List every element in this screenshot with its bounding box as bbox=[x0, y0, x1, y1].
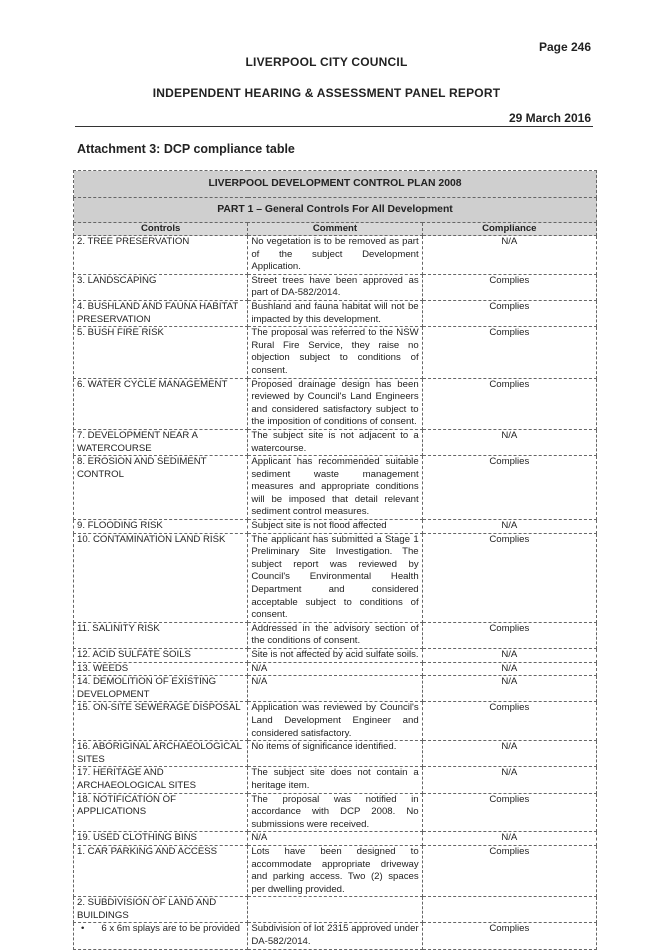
comment-cell bbox=[248, 897, 422, 923]
comment-cell: Subdivision of lot 2315 approved under DA-582/2014. bbox=[248, 923, 422, 949]
compliance-cell: N/A bbox=[422, 662, 596, 676]
table-row bbox=[74, 923, 597, 949]
comment-cell: Applicant has recommended suitable sediment waste management measures and appropriate conditions will be imposed that detail relevant sediment control measures. bbox=[248, 456, 422, 520]
compliance-cell: Complies bbox=[422, 923, 596, 949]
control-cell bbox=[74, 923, 248, 949]
control-cell: 10. CONTAMINATION LAND RISK bbox=[74, 533, 248, 622]
dcp-compliance-table bbox=[73, 170, 597, 950]
compliance-cell: N/A bbox=[422, 767, 596, 793]
compliance-cell: N/A bbox=[422, 676, 596, 702]
table-row bbox=[74, 520, 597, 534]
control-cell: 11. SALINITY RISK bbox=[74, 622, 248, 648]
bullet-marker: • bbox=[81, 923, 85, 935]
comment-cell: N/A bbox=[248, 832, 422, 846]
comment-cell: N/A bbox=[248, 676, 422, 702]
header-divider bbox=[75, 126, 593, 127]
table-row bbox=[74, 327, 597, 378]
control-text: 6 x 6m splays are to be provided bbox=[101, 923, 240, 935]
column-header-comment: Comment bbox=[248, 223, 422, 236]
compliance-cell: Complies bbox=[422, 274, 596, 300]
compliance-cell: N/A bbox=[422, 236, 596, 275]
compliance-cell: Complies bbox=[422, 702, 596, 741]
table-row bbox=[74, 793, 597, 832]
table-row bbox=[74, 300, 597, 326]
compliance-cell: Complies bbox=[422, 378, 596, 429]
control-cell: 8. EROSION AND SEDIMENT CONTROL bbox=[74, 456, 248, 520]
comment-cell: The proposal was referred to the NSW Rural Fire Service, they raise no objection subject to conditions of consent. bbox=[248, 327, 422, 378]
table-row bbox=[74, 622, 597, 648]
table-row bbox=[74, 845, 597, 896]
table-banner-row bbox=[74, 198, 597, 223]
comment-cell: Street trees have been approved as part of DA-582/2014. bbox=[248, 274, 422, 300]
control-cell: 9. FLOODING RISK bbox=[74, 520, 248, 534]
control-cell: 2. SUBDIVISION OF LAND AND BUILDINGS bbox=[74, 897, 248, 923]
page-number: Page 246 bbox=[538, 40, 591, 54]
control-cell: 2. TREE PRESERVATION bbox=[74, 236, 248, 275]
table-row bbox=[74, 741, 597, 767]
control-cell: 4. BUSHLAND AND FAUNA HABITAT PRESERVATION bbox=[74, 300, 248, 326]
control-cell: 18. NOTIFICATION OF APPLICATIONS bbox=[74, 793, 248, 832]
table-row bbox=[74, 649, 597, 663]
comment-cell: The applicant has submitted a Stage 1 Preliminary Site Investigation. The subject report was reviewed by Council's Environmental Health Department and considered acceptable subject to conditions of consent. bbox=[248, 533, 422, 622]
council-name: LIVERPOOL CITY COUNCIL bbox=[245, 55, 408, 69]
compliance-cell: Complies bbox=[422, 456, 596, 520]
column-header-controls: Controls bbox=[74, 223, 248, 236]
control-cell: 6. WATER CYCLE MANAGEMENT bbox=[74, 378, 248, 429]
report-title: INDEPENDENT HEARING & ASSESSMENT PANEL REPORT bbox=[152, 86, 501, 100]
control-cell: 3. LANDSCAPING bbox=[74, 274, 248, 300]
control-cell: 1. CAR PARKING AND ACCESS bbox=[74, 845, 248, 896]
table-row bbox=[74, 378, 597, 429]
comment-cell: Application was reviewed by Council's Land Development Engineer and considered satisfactory. bbox=[248, 702, 422, 741]
control-cell: 15. ON-SITE SEWERAGE DISPOSAL bbox=[74, 702, 248, 741]
comment-cell: Addressed in the advisory section of the conditions of consent. bbox=[248, 622, 422, 648]
compliance-cell: Complies bbox=[422, 845, 596, 896]
compliance-cell: Complies bbox=[422, 327, 596, 378]
comment-cell: Lots have been designed to accommodate appropriate driveway and parking access. Two (2) spaces per dwelling provided. bbox=[248, 845, 422, 896]
compliance-cell: N/A bbox=[422, 741, 596, 767]
table-row bbox=[74, 662, 597, 676]
table-banner-row bbox=[74, 171, 597, 198]
table-header-row bbox=[74, 223, 597, 236]
comment-cell: No items of significance identified. bbox=[248, 741, 422, 767]
control-cell: 19. USED CLOTHING BINS bbox=[74, 832, 248, 846]
table-row bbox=[74, 456, 597, 520]
comment-cell: Proposed drainage design has been reviewed by Council's Land Engineers and considered satisfactory subject to the imposition of conditions of consent. bbox=[248, 378, 422, 429]
report-date: 29 March 2016 bbox=[508, 111, 591, 125]
column-header-compliance: Compliance bbox=[422, 223, 596, 236]
table-row bbox=[74, 702, 597, 741]
table-row bbox=[74, 897, 597, 923]
table-row bbox=[74, 236, 597, 275]
compliance-cell: N/A bbox=[422, 520, 596, 534]
control-cell: 14. DEMOLITION OF EXISTING DEVELOPMENT bbox=[74, 676, 248, 702]
compliance-cell: N/A bbox=[422, 649, 596, 663]
control-cell: 17. HERITAGE AND ARCHAEOLOGICAL SITES bbox=[74, 767, 248, 793]
control-cell: 7. DEVELOPMENT NEAR A WATERCOURSE bbox=[74, 429, 248, 455]
comment-cell: The subject site is not adjacent to a watercourse. bbox=[248, 429, 422, 455]
comment-cell: Bushland and fauna habitat will not be impacted by this development. bbox=[248, 300, 422, 326]
compliance-cell: Complies bbox=[422, 533, 596, 622]
attachment-title: Attachment 3: DCP compliance table bbox=[77, 142, 295, 156]
compliance-cell: Complies bbox=[422, 622, 596, 648]
compliance-cell: N/A bbox=[422, 832, 596, 846]
comment-cell: Site is not affected by acid sulfate soils. bbox=[248, 649, 422, 663]
compliance-cell: Complies bbox=[422, 300, 596, 326]
compliance-cell bbox=[422, 897, 596, 923]
compliance-cell: Complies bbox=[422, 793, 596, 832]
table-row bbox=[74, 676, 597, 702]
control-cell: 13. WEEDS bbox=[74, 662, 248, 676]
comment-cell: Subject site is not flood affected bbox=[248, 520, 422, 534]
control-cell: 12. ACID SULFATE SOILS bbox=[74, 649, 248, 663]
table-row bbox=[74, 429, 597, 455]
comment-cell: The proposal was notified in accordance with DCP 2008. No submissions were received. bbox=[248, 793, 422, 832]
comment-cell: No vegetation is to be removed as part of the subject Development Application. bbox=[248, 236, 422, 275]
table-row bbox=[74, 832, 597, 846]
dcp-part-title: PART 1 – General Controls For All Development bbox=[74, 198, 597, 223]
control-cell: 5. BUSH FIRE RISK bbox=[74, 327, 248, 378]
table-row bbox=[74, 533, 597, 622]
compliance-cell: N/A bbox=[422, 429, 596, 455]
table-row bbox=[74, 767, 597, 793]
comment-cell: N/A bbox=[248, 662, 422, 676]
dcp-title: LIVERPOOL DEVELOPMENT CONTROL PLAN 2008 bbox=[74, 171, 597, 198]
table-row bbox=[74, 274, 597, 300]
comment-cell: The subject site does not contain a heritage item. bbox=[248, 767, 422, 793]
control-cell: 16. ABORIGINAL ARCHAEOLOGICAL SITES bbox=[74, 741, 248, 767]
